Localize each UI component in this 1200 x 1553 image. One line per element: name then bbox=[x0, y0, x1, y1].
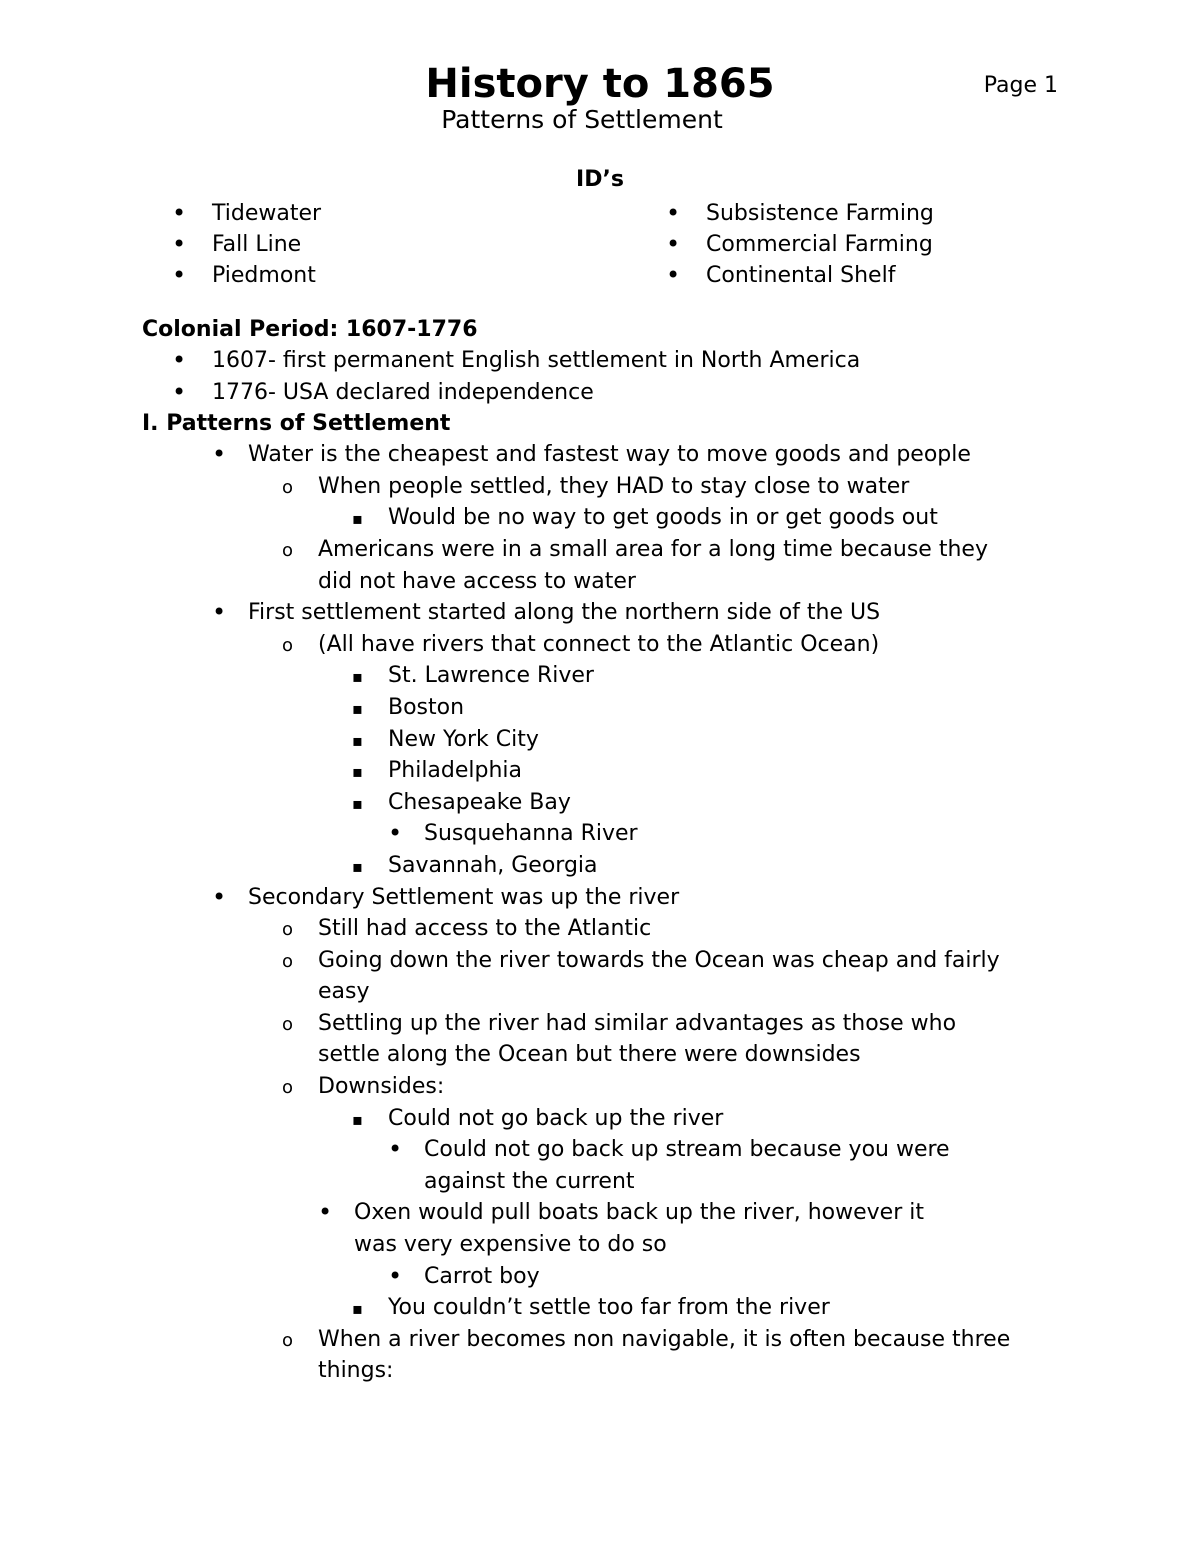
notes-outline bbox=[142, 314, 1082, 1387]
bullet-icon bbox=[388, 1261, 402, 1294]
list-item bbox=[142, 882, 1082, 914]
list-item-continuation bbox=[142, 566, 1082, 598]
square-bullet-icon bbox=[352, 1103, 363, 1136]
list-item bbox=[142, 818, 1082, 850]
bullet-icon bbox=[212, 439, 226, 472]
list-item bbox=[172, 198, 321, 229]
bullet-icon bbox=[172, 198, 186, 230]
id-term: Fall Line bbox=[212, 232, 302, 257]
item-text: Water is the cheapest and fastest way to move goods and people bbox=[248, 442, 971, 468]
list-item bbox=[142, 471, 1082, 503]
item-text: easy bbox=[318, 979, 370, 1005]
circle-bullet-icon bbox=[282, 629, 293, 662]
item-text: Chesapeake Bay bbox=[388, 789, 571, 815]
bullet-icon bbox=[666, 229, 680, 261]
list-item bbox=[666, 260, 934, 291]
square-bullet-icon bbox=[352, 660, 363, 693]
list-item bbox=[142, 534, 1082, 566]
item-text: did not have access to water bbox=[318, 568, 636, 594]
item-text: 1607- first permanent English settlement in North America bbox=[212, 348, 861, 373]
ids-list-right bbox=[666, 198, 934, 291]
list-item bbox=[142, 724, 1082, 756]
list-item bbox=[142, 1324, 1082, 1356]
square-bullet-icon bbox=[352, 502, 363, 535]
list-item bbox=[666, 229, 934, 260]
list-item bbox=[142, 1071, 1082, 1103]
square-bullet-icon bbox=[352, 1292, 363, 1325]
list-item bbox=[142, 1134, 1082, 1166]
list-item bbox=[142, 502, 1082, 534]
id-term: Piedmont bbox=[212, 263, 316, 288]
list-item bbox=[142, 1292, 1082, 1324]
item-text: was very expensive to do so bbox=[354, 1232, 667, 1258]
bullet-icon bbox=[172, 377, 186, 410]
item-text: Going down the river towards the Ocean was cheap and fairly bbox=[318, 947, 1000, 973]
bullet-icon bbox=[388, 818, 402, 851]
item-text: Philadelphia bbox=[388, 758, 523, 784]
item-text: New York City bbox=[388, 726, 539, 752]
item-text: Could not go back up stream because you were bbox=[424, 1137, 950, 1163]
circle-bullet-icon bbox=[282, 471, 293, 504]
list-item bbox=[142, 345, 1082, 377]
square-bullet-icon bbox=[352, 850, 363, 883]
list-item bbox=[142, 692, 1082, 724]
item-text: Americans were in a small area for a long time because they bbox=[318, 536, 988, 562]
list-item bbox=[142, 1261, 1082, 1293]
item-text: St. Lawrence River bbox=[388, 663, 594, 689]
item-text: things: bbox=[318, 1358, 394, 1384]
bullet-icon bbox=[212, 882, 226, 915]
item-text: Settling up the river had similar advantages as those who bbox=[318, 1010, 957, 1036]
item-text: 1776- USA declared independence bbox=[212, 379, 594, 405]
item-text: Still had access to the Atlantic bbox=[318, 916, 652, 942]
id-term: Continental Shelf bbox=[706, 263, 896, 288]
id-term: Subsistence Farming bbox=[706, 201, 934, 226]
item-text: Could not go back up the river bbox=[388, 1105, 724, 1131]
list-item bbox=[666, 198, 934, 229]
item-text: Would be no way to get goods in or get goods out bbox=[388, 505, 938, 531]
item-text: (All have rivers that connect to the Atlantic Ocean) bbox=[318, 631, 880, 657]
bullet-icon bbox=[172, 260, 186, 292]
circle-bullet-icon bbox=[282, 1324, 293, 1357]
circle-bullet-icon bbox=[282, 945, 293, 978]
square-bullet-icon bbox=[352, 787, 363, 820]
list-item-continuation bbox=[142, 1229, 1082, 1261]
list-item bbox=[142, 850, 1082, 882]
item-text: Boston bbox=[388, 694, 465, 720]
section-heading: I. Patterns of Settlement bbox=[142, 411, 451, 437]
list-item bbox=[142, 629, 1082, 661]
bullet-icon bbox=[172, 345, 186, 378]
bullet-icon bbox=[212, 597, 226, 630]
list-item bbox=[142, 439, 1082, 471]
list-item bbox=[142, 913, 1082, 945]
document-subtitle: Patterns of Settlement bbox=[441, 105, 723, 134]
id-term: Commercial Farming bbox=[706, 232, 933, 257]
item-text: settle along the Ocean but there were downsides bbox=[318, 1042, 861, 1068]
ids-list-left bbox=[172, 198, 321, 291]
circle-bullet-icon bbox=[282, 1071, 293, 1104]
list-item-continuation bbox=[142, 976, 1082, 1008]
ids-heading: ID’s bbox=[576, 167, 624, 192]
list-item bbox=[142, 660, 1082, 692]
list-item bbox=[142, 945, 1082, 977]
list-item bbox=[142, 1197, 1082, 1229]
item-text: Susquehanna River bbox=[424, 821, 638, 847]
item-text: Carrot boy bbox=[424, 1263, 540, 1289]
list-item-continuation bbox=[142, 1039, 1082, 1071]
bullet-icon bbox=[172, 229, 186, 261]
list-item bbox=[142, 377, 1082, 409]
circle-bullet-icon bbox=[282, 534, 293, 567]
bullet-icon bbox=[666, 260, 680, 292]
item-text: Savannah, Georgia bbox=[388, 852, 598, 878]
bullet-icon bbox=[318, 1197, 332, 1230]
item-text: First settlement started along the northern side of the US bbox=[248, 600, 881, 626]
colonial-period-heading: Colonial Period: 1607-1776 bbox=[142, 317, 478, 342]
item-text: against the current bbox=[424, 1168, 635, 1194]
list-item bbox=[142, 787, 1082, 819]
list-item bbox=[142, 1103, 1082, 1135]
list-item-continuation bbox=[142, 1355, 1082, 1387]
square-bullet-icon bbox=[352, 755, 363, 788]
list-item bbox=[142, 755, 1082, 787]
list-item-continuation bbox=[142, 1166, 1082, 1198]
square-bullet-icon bbox=[352, 724, 363, 757]
list-item bbox=[172, 229, 321, 260]
item-text: Downsides: bbox=[318, 1074, 445, 1100]
item-text: When a river becomes non navigable, it is often because three bbox=[318, 1326, 1011, 1352]
item-text: Oxen would pull boats back up the river, however it bbox=[354, 1200, 924, 1226]
bullet-icon bbox=[666, 198, 680, 230]
page-number: Page 1 bbox=[983, 73, 1058, 98]
list-item bbox=[142, 597, 1082, 629]
circle-bullet-icon bbox=[282, 913, 293, 946]
square-bullet-icon bbox=[352, 692, 363, 725]
bullet-icon bbox=[388, 1134, 402, 1167]
item-text: When people settled, they HAD to stay close to water bbox=[318, 473, 910, 499]
document-title: History to 1865 bbox=[425, 61, 775, 107]
item-text: You couldn’t settle too far from the river bbox=[388, 1295, 830, 1321]
list-item bbox=[142, 1008, 1082, 1040]
circle-bullet-icon bbox=[282, 1008, 293, 1041]
list-item bbox=[172, 260, 321, 291]
item-text: Secondary Settlement was up the river bbox=[248, 884, 680, 910]
id-term: Tidewater bbox=[212, 201, 322, 226]
